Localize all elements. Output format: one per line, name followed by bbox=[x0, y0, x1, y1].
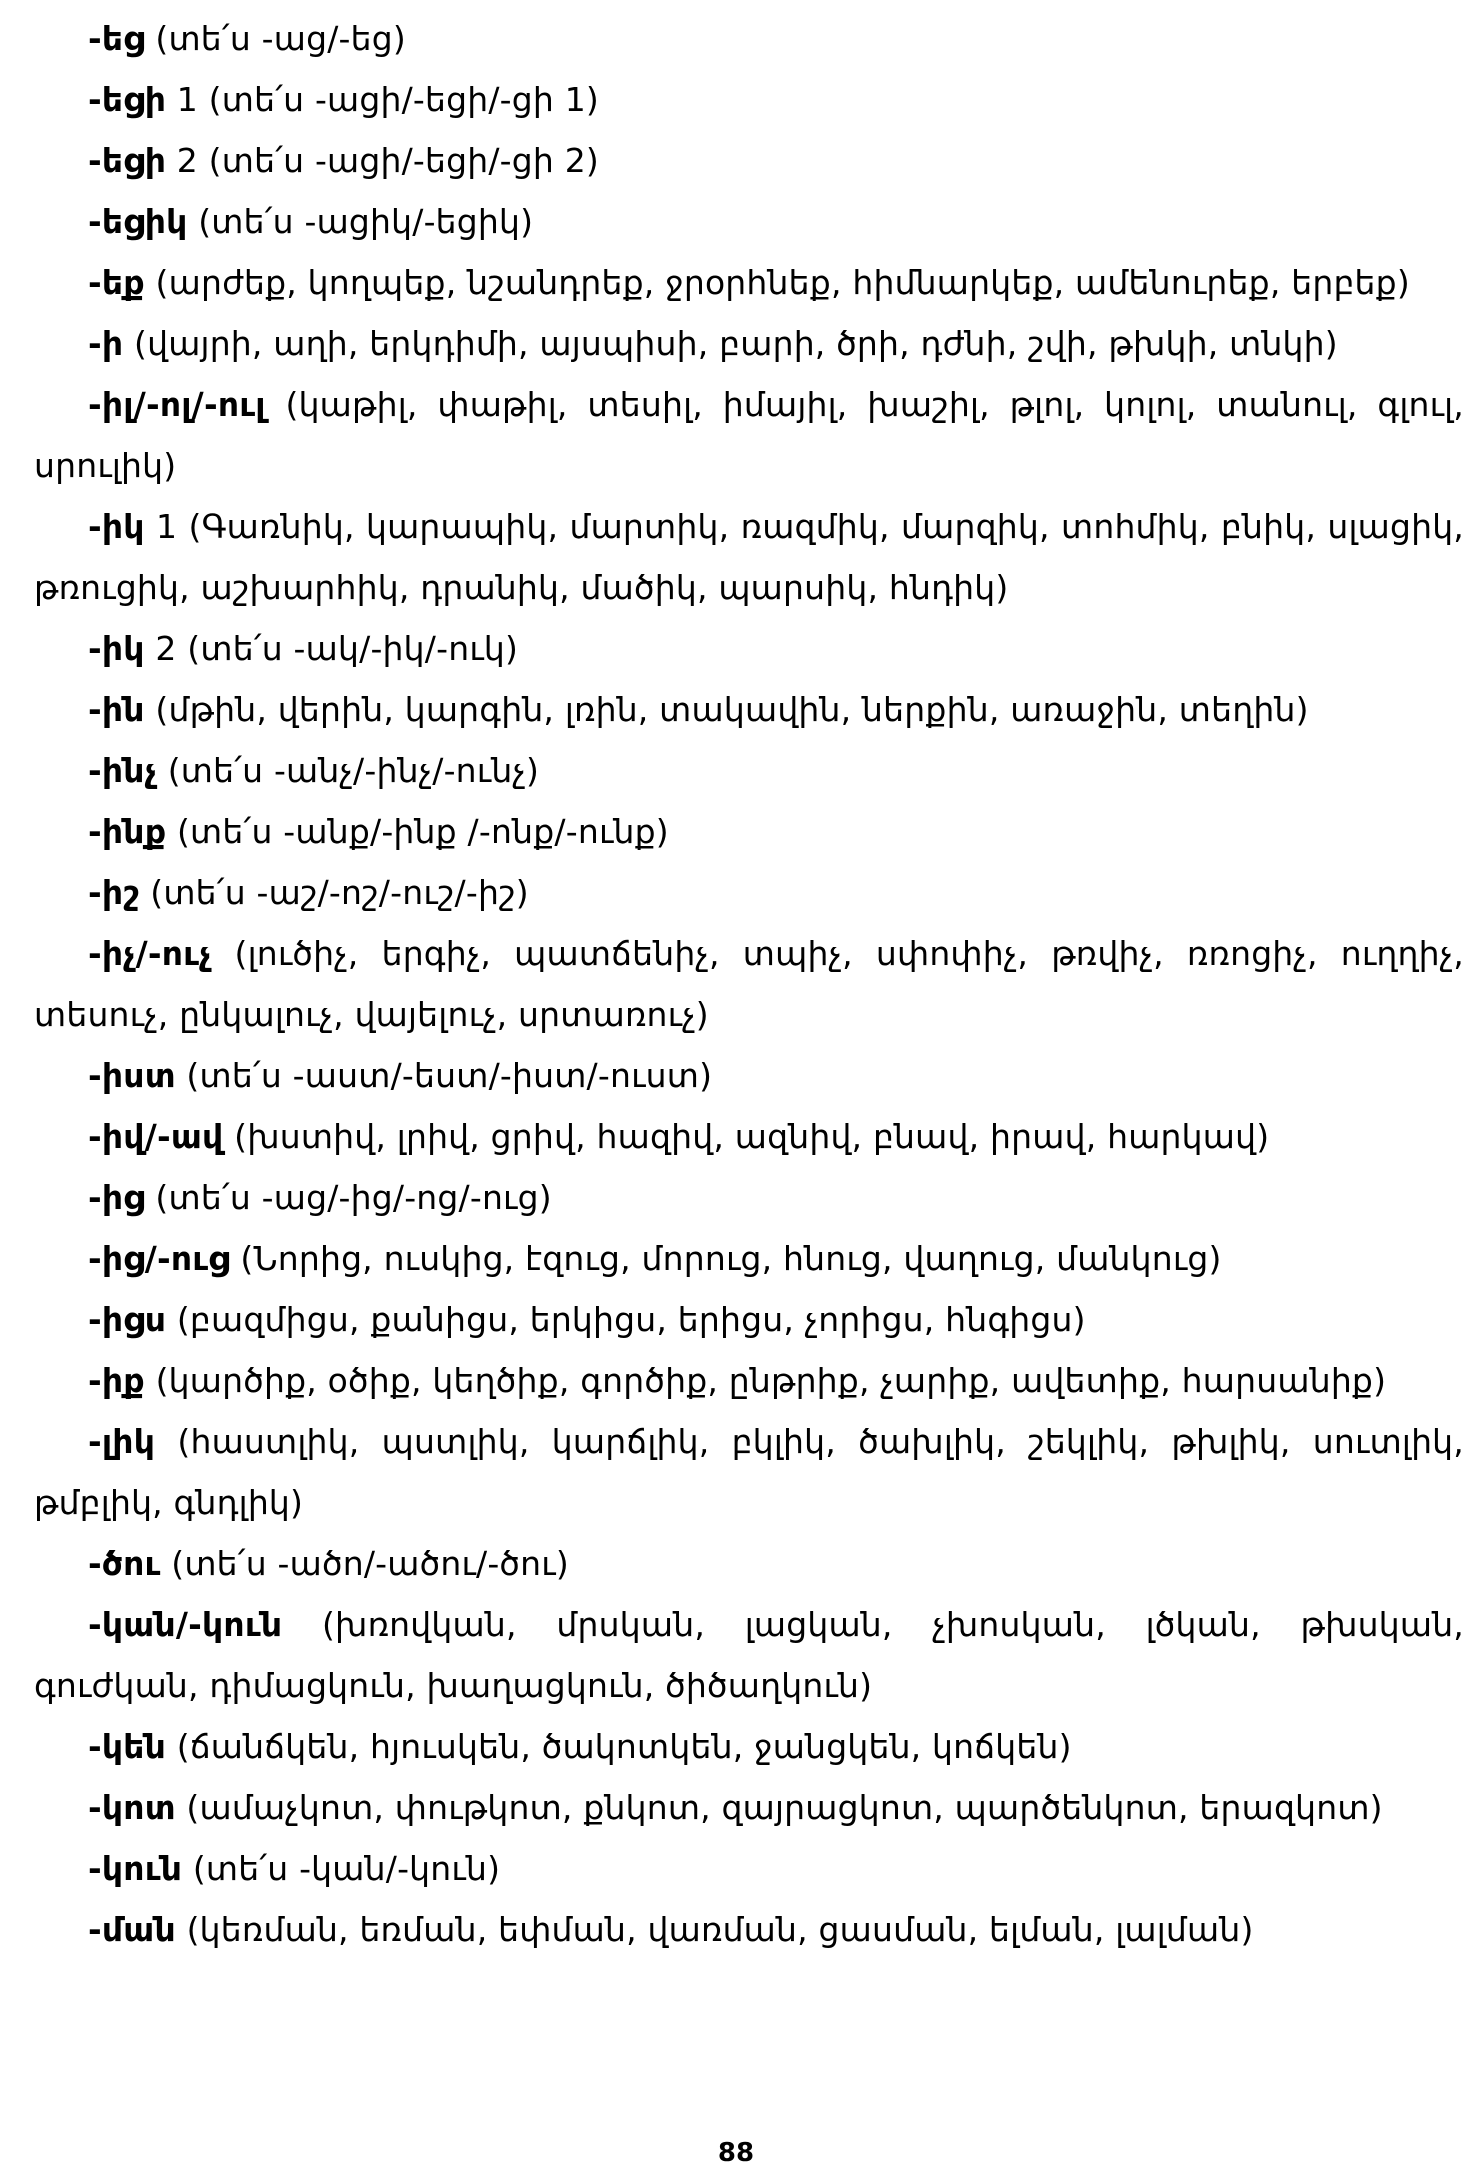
entry-suffix: -իլ/-ոլ/-ուլ bbox=[88, 385, 266, 424]
page-number: 88 bbox=[717, 2138, 755, 2168]
entry-in bbox=[34, 679, 1464, 740]
entry-suffix: -եց bbox=[88, 19, 145, 58]
entry-suffix: -իշ bbox=[88, 873, 140, 912]
entry-kun bbox=[34, 1838, 1464, 1899]
entry-kan-kun bbox=[34, 1594, 1464, 1716]
entry-suffix: -ից/-ուց bbox=[88, 1239, 230, 1278]
entry-suffix: -եցի bbox=[88, 141, 167, 180]
entry-ic bbox=[34, 1167, 1464, 1228]
entry-suffix: -ինք bbox=[88, 812, 167, 851]
entry-ik-1 bbox=[34, 496, 1464, 618]
entry-suffix: -իկ bbox=[88, 507, 145, 546]
entry-text: 2 (տե՛ս -ակ/-իկ/-ուկ) bbox=[144, 629, 519, 668]
entry-text: (հաստլիկ, պստլիկ, կարճլիկ, բկլիկ, ծախլիկ, շեկլիկ, թխլիկ, սուտլիկ, թմբլիկ, գնդլիկ) bbox=[34, 1422, 1464, 1522]
document-page bbox=[34, 8, 1464, 1960]
entry-text: (տե՛ս -աստ/-եստ/-իստ/-ուստ) bbox=[175, 1056, 713, 1095]
entry-ink bbox=[34, 801, 1464, 862]
entry-suffix: -կան/-կուն bbox=[88, 1605, 283, 1644]
entry-text: (խռովկան, մրսկան, լացկան, չխոսկան, լծկան, թխսկան, գուժկան, դիմացկուն, խաղացկուն, ծիծաղկուն) bbox=[34, 1605, 1464, 1705]
entry-egi-1 bbox=[34, 69, 1464, 130]
entry-text: (լուծիչ, երգիչ, պատճենիչ, տպիչ, սփոփիչ, թռվիչ, ռռոցիչ, ուղղիչ, տեսուչ, ընկալուչ, վայելուչ, սրտառուչ) bbox=[34, 934, 1464, 1034]
entry-suffix: -ին bbox=[88, 690, 145, 729]
entry-text: (տե՛ս -աց/-եց) bbox=[144, 19, 406, 58]
entry-suffix: -կեն bbox=[88, 1727, 167, 1766]
entry-ist bbox=[34, 1045, 1464, 1106]
entry-eg bbox=[34, 8, 1464, 69]
entry-text: (Նորից, ուսկից, էզուց, մորուց, հնուց, վաղուց, մանկուց) bbox=[229, 1239, 1222, 1278]
entry-suffix: -իչ/-ուչ bbox=[88, 934, 212, 973]
entry-text: (վայրի, աղի, երկդիմի, այսպիսի, բարի, ծրի, դժնի, շվի, թխկի, տնկի) bbox=[123, 324, 1338, 363]
entry-text: (տե՛ս -ածո/-ածու/-ծու) bbox=[160, 1544, 569, 1583]
entry-text: (տե՛ս -անք/-ինք /-ոնք/-ունք) bbox=[166, 812, 669, 851]
entry-text: 1 (տե՛ս -ացի/-եցի/-ցի 1) bbox=[166, 80, 599, 119]
entry-text: (ամաչկոտ, փութկոտ, քնկոտ, զայրացկոտ, պարծենկոտ, երազկոտ) bbox=[175, 1788, 1383, 1827]
entry-suffix: -ի bbox=[88, 324, 124, 363]
entry-text: 2 (տե՛ս -ացի/-եցի/-ցի 2) bbox=[166, 141, 599, 180]
entry-text: (տե՛ս -աց/-ից/-ոց/-ուց) bbox=[144, 1178, 552, 1217]
entry-text: (բազմիցս, քանիցս, երկիցս, երիցս, չորիցս, հնգիցս) bbox=[166, 1300, 1086, 1339]
entry-ish bbox=[34, 862, 1464, 923]
entry-ich-uch bbox=[34, 923, 1464, 1045]
entry-text: (մթին, վերին, կարգին, լռին, տակավին, ներքին, առաջին, տեղին) bbox=[144, 690, 1309, 729]
entry-text: (խստիվ, լրիվ, ցրիվ, հազիվ, ազնիվ, բնավ, իրավ, հարկավ) bbox=[223, 1117, 1270, 1156]
entry-text: (տե՛ս -ացիկ/-եցիկ) bbox=[187, 202, 534, 241]
entry-ics bbox=[34, 1289, 1464, 1350]
entry-i bbox=[34, 313, 1464, 374]
entry-egi-2 bbox=[34, 130, 1464, 191]
entry-ic-uc bbox=[34, 1228, 1464, 1289]
entry-text: (տե՛ս -աշ/-ոշ/-ուշ/-իշ) bbox=[139, 873, 529, 912]
entry-ik-2 bbox=[34, 618, 1464, 679]
entry-suffix: -իք bbox=[88, 1361, 145, 1400]
entry-suffix: -եցի bbox=[88, 80, 167, 119]
entry-text: (տե՛ս -կան/-կուն) bbox=[182, 1849, 501, 1888]
entry-text: (կաթիլ, փաթիլ, տեսիլ, իմայիլ, խաշիլ, թլոլ, կոլոլ, տանուլ, գլուլ, սրուլիկ) bbox=[34, 385, 1464, 485]
entry-suffix: -իկ bbox=[88, 629, 145, 668]
entry-suffix: -ման bbox=[88, 1910, 176, 1949]
entry-suffix: -իստ bbox=[88, 1056, 176, 1095]
entry-egik bbox=[34, 191, 1464, 252]
entry-inch bbox=[34, 740, 1464, 801]
entry-suffix: -կուն bbox=[88, 1849, 183, 1888]
entry-suffix: -եցիկ bbox=[88, 202, 188, 241]
entry-iv-av bbox=[34, 1106, 1464, 1167]
entry-tsu bbox=[34, 1533, 1464, 1594]
entry-suffix: -իվ/-ավ bbox=[88, 1117, 224, 1156]
entry-text: (կեռման, եռման, եփման, վառման, ցասման, ելման, լալման) bbox=[175, 1910, 1254, 1949]
entry-lik bbox=[34, 1411, 1464, 1533]
entry-il-ol-ul bbox=[34, 374, 1464, 496]
entry-ik-q bbox=[34, 1350, 1464, 1411]
entry-suffix: -լիկ bbox=[88, 1422, 156, 1461]
entry-kot bbox=[34, 1777, 1464, 1838]
entry-text: (կարծիք, օծիք, կեղծիք, գործիք, ընթրիք, չարիք, ավետիք, հարսանիք) bbox=[144, 1361, 1387, 1400]
entry-man bbox=[34, 1899, 1464, 1960]
entry-text: 1 (Գառնիկ, կարապիկ, մարտիկ, ռազմիկ, մարզիկ, տոհմիկ, բնիկ, սլացիկ, թռուցիկ, աշխարհիկ, դրանիկ, մածիկ, պարսիկ, հնդիկ) bbox=[34, 507, 1464, 607]
entry-ek bbox=[34, 252, 1464, 313]
entry-ken bbox=[34, 1716, 1464, 1777]
entry-suffix: -իցս bbox=[88, 1300, 167, 1339]
entry-suffix: -ից bbox=[88, 1178, 145, 1217]
entry-text: (ճանճկեն, հյուսկեն, ծակոտկեն, ջանցկեն, կոճկեն) bbox=[166, 1727, 1072, 1766]
entry-suffix: -եք bbox=[88, 263, 145, 302]
entry-suffix: -ինչ bbox=[88, 751, 157, 790]
entry-suffix: -կոտ bbox=[88, 1788, 176, 1827]
entry-text: (տե՛ս -անչ/-ինչ/-ունչ) bbox=[157, 751, 540, 790]
entry-suffix: -ծու bbox=[88, 1544, 161, 1583]
entry-text: (արժեք, կողպեք, նշանդրեք, ջրօրհնեք, հիմնարկեք, ամենուրեք, երբեք) bbox=[144, 263, 1410, 302]
